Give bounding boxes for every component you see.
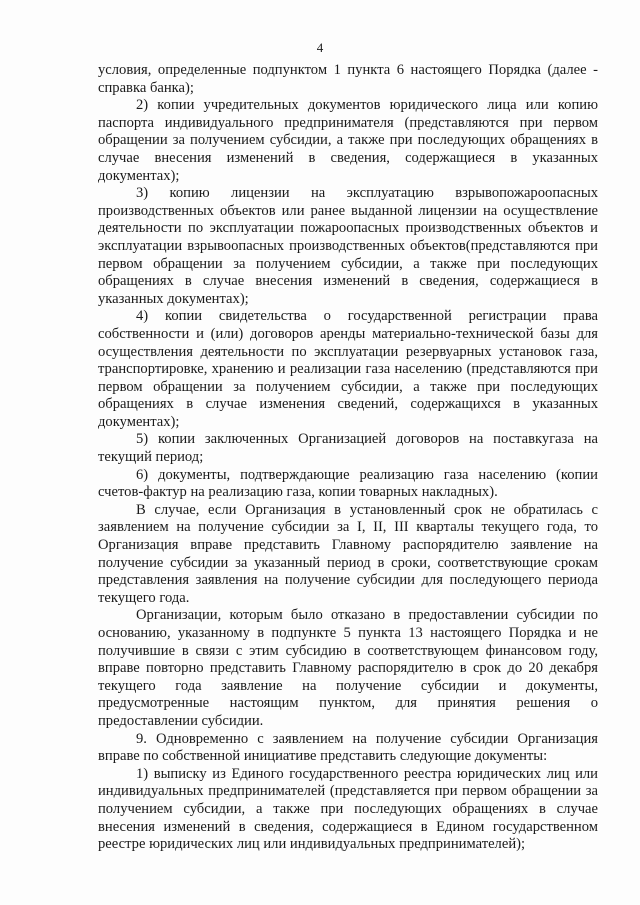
paragraph-continuation: условия, определенные подпунктом 1 пункта 6 настоящего Порядка (далее - справка банка);: [98, 62, 598, 96]
paragraph-refused-organizations: Организации, которым было отказано в предоставлении субсидии по основанию, указанному в подпункте 5 пункта 13 настоящего Порядка и не получившие в связи с этим субсидию в соответствующем финансовом году, вправе повторно представить Главному распорядителю в срок до 20 декабря текущего года заявление на получение субсидии и документы, предусмотренные настоящим пунктом, для принятия решения о предоставлении субсидии.: [98, 607, 598, 729]
paragraph-item-2: 2) копии учредительных документов юридического лица или копию паспорта индивидуального предпринимателя (представляются при первом обращении за получением субсидии, а также при последующих обращениях в случае внесения изменений в сведения, содержащиеся в указанных документах);: [98, 97, 598, 184]
paragraph-item-3: 3) копию лицензии на эксплуатацию взрывопожароопасных производственных объектов или ранее выданной лицензии на осуществление деятельности по эксплуатации пожароопасных производственных объектов и эксплуатации взрывоопасных производственных объектов(представляются при первом обращении за получением субсидии, а также при последующих обращениях в случае внесения изменений в сведения, содержащиеся в указанных документах);: [98, 185, 598, 307]
paragraph-late-application: В случае, если Организация в установленный срок не обратилась с заявлением на получение субсидии за I, II, III кварталы текущего года, то Организация вправе представить Главному распорядителю заявление на получение субсидии за указанный период в сроки, соответствующие срокам представления заявления на получение субсидии для последующего периода текущего года.: [98, 501, 598, 606]
page-number: 4: [316, 40, 324, 55]
paragraph-section-9: 9. Одновременно с заявлением на получение субсидии Организация вправе по собственной инициативе представить следующие документы:: [98, 730, 598, 765]
paragraph-item-4: 4) копии свидетельства о государственной регистрации права собственности и (или) договоров аренды материально-технической базы для осуществления деятельности по эксплуатации резервуарных установок газа, транспортировке, хранению и реализации газа населению (представляются при первом обращении за получением субсидии, а также при последующих обращениях в случае изменения сведений, содержащихся в указанных документах);: [98, 308, 598, 430]
document-body: [98, 62, 598, 854]
paragraph-item-5: 5) копии заключенных Организацией договоров на поставкугаза на текущий период;: [98, 431, 598, 466]
paragraph-section-9-item-1: 1) выписку из Единого государственного реестра юридических лиц или индивидуальных предпринимателей (представляется при первом обращении за получением субсидии, а также при последующих обращениях в случае внесения изменений в сведения, содержащиеся в Едином государственном реестре юридических лиц или индивидуальных предпринимателей);: [98, 765, 598, 853]
paragraph-item-6: 6) документы, подтверждающие реализацию газа населению (копии счетов-фактур на реализацию газа, копии товарных накладных).: [98, 466, 598, 501]
